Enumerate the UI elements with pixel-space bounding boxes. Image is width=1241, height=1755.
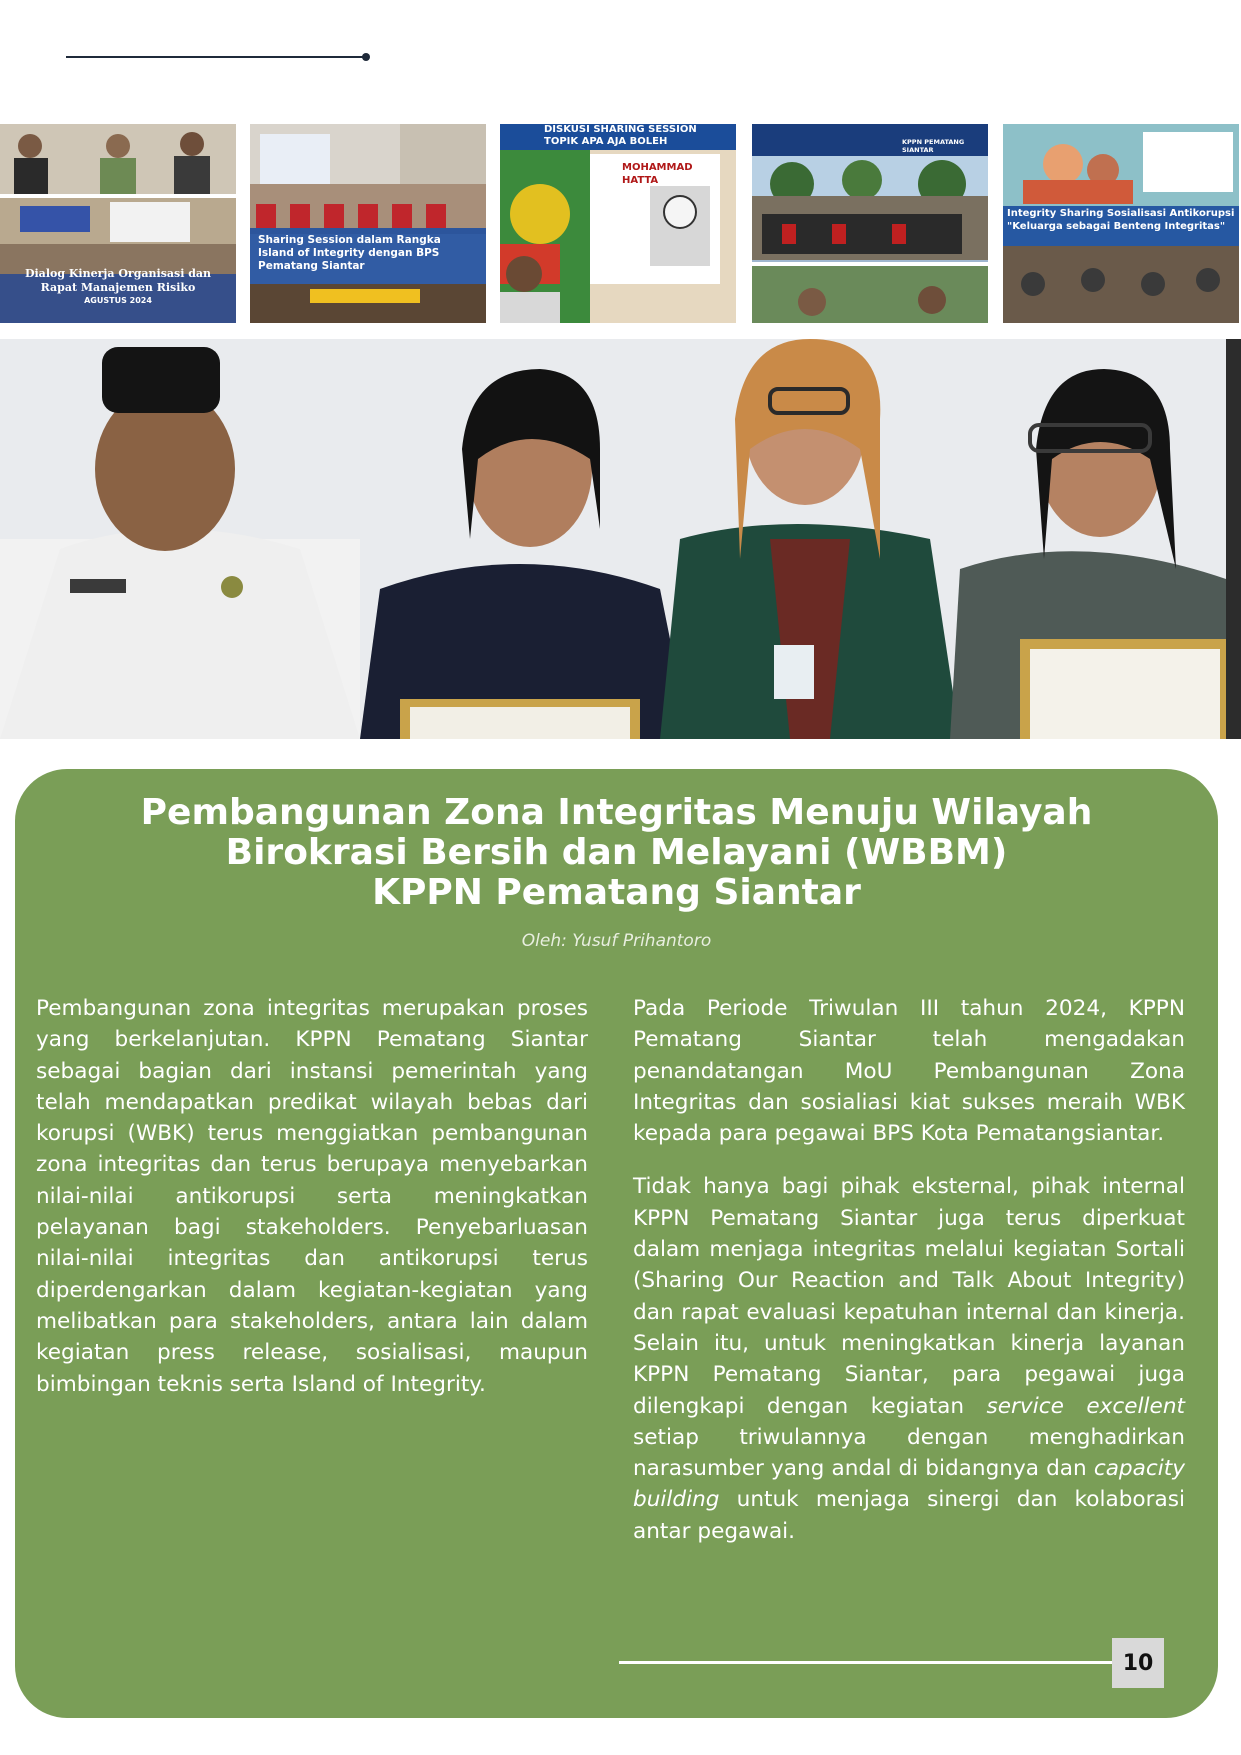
paragraph-3-part-b: setiap triwulannya dengan menghadirkan narasumber yang andal di bidangnya dan (633, 1424, 1185, 1482)
footer-rule (619, 1661, 1125, 1664)
thumbnail-date: AGUSTUS 2024 (84, 296, 152, 305)
paragraph-3 (633, 1171, 1185, 1547)
hero-photo-graphic (0, 339, 1241, 739)
photo-thumbnail-3 (500, 124, 736, 323)
article-title-line-1: Pembangunan Zona Integritas Menuju Wilayah (140, 792, 1093, 833)
photo-diskusi-session (500, 124, 736, 323)
photo-thumbnail-4 (752, 124, 988, 323)
emphasis-capacity-building: capacity building (633, 1456, 1185, 1513)
page-number: 10 (1112, 1638, 1164, 1688)
thumbnail-header: KPPN PEMATANG SIANTAR (902, 138, 965, 155)
photo-thumbnail-1 (0, 124, 236, 323)
emphasis-service-excellent: service excellent (986, 1393, 1185, 1419)
paragraph-3-part-c: untuk menjaga sinergi dan kolaborasi antar pegawai. (633, 1487, 1185, 1544)
article-column-right (633, 993, 1185, 1569)
header-rule-dot (362, 53, 370, 61)
paragraph-3-part-a: Tidak hanya bagi pihak eksternal, pihak internal KPPN Pematang Siantar juga terus diperkuat dalam menjaga integritas melalui kegiatan Sortali (Sharing Our Reaction and Talk About Integrity) dan rapat evaluasi kepatuhan internal dan kinerja. Selain itu, untuk meningkatkan kinerja layanan KPPN Pematang Siantar, para pegawai juga dilengkapi dengan kegiatan (633, 1174, 1185, 1419)
hero-photo-award (0, 339, 1241, 739)
photo-sharing-session (250, 124, 486, 323)
thumbnail-board-text: MOHAMMAD HATTA (622, 162, 693, 186)
article-title-line-3: KPPN Pematang Siantar (372, 872, 861, 913)
thumbnail-caption: Integrity Sharing Sosialisasi Antikorupsi "Keluarga sebagai Benteng Integritas" (1007, 208, 1235, 232)
article-title (75, 793, 1158, 913)
photo-thumbnail-5 (1003, 124, 1239, 323)
thumbnail-caption: Dialog Kinerja Organisasi dan Rapat Manajemen Risiko (24, 267, 212, 294)
article-title-line-2: Birokrasi Bersih dan Melayani (WBBM) (225, 832, 1008, 873)
paragraph-2: Pada Periode Triwulan III tahun 2024, KPPN Pematang Siantar telah mengadakan penandatangan MoU Pembangunan Zona Integritas dan sosialiasi kiat sukses meraih WBK kepada para pegawai BPS Kota Pematangsiantar. (633, 996, 1185, 1147)
article-byline: Oleh: Yusuf Prihantoro (521, 931, 712, 951)
article-column-left (36, 993, 588, 1422)
thumbnail-caption: Sharing Session dalam Rangka Island of Integrity dengan BPS Pematang Siantar (258, 234, 441, 273)
article-panel (15, 769, 1218, 1718)
thumbnail-header: DISKUSI SHARING SESSION TOPIK APA AJA BOLEH (544, 124, 697, 147)
photo-thumbnail-2 (250, 124, 486, 323)
header-rule (66, 56, 366, 58)
paragraph-1: Pembangunan zona integritas merupakan proses yang berkelanjutan. KPPN Pematang Siantar sebagai bagian dari instansi pemerintah yang telah mendapatkan predikat wilayah bebas dari korupsi (WBK) terus menggiatkan pembangunan zona integritas dan terus berupaya menyebarkan nilai-nilai antikorupsi serta meningkatkan pelayanan bagi stakeholders. Penyebarluasan nilai-nilai integritas dan antikorupsi terus diperdengarkan dalam kegiatan-kegiatan yang melibatkan para stakeholders, antara lain dalam kegiatan press release, sosialisasi, maupun bimbingan teknis serta Island of Integrity. (36, 996, 588, 1397)
